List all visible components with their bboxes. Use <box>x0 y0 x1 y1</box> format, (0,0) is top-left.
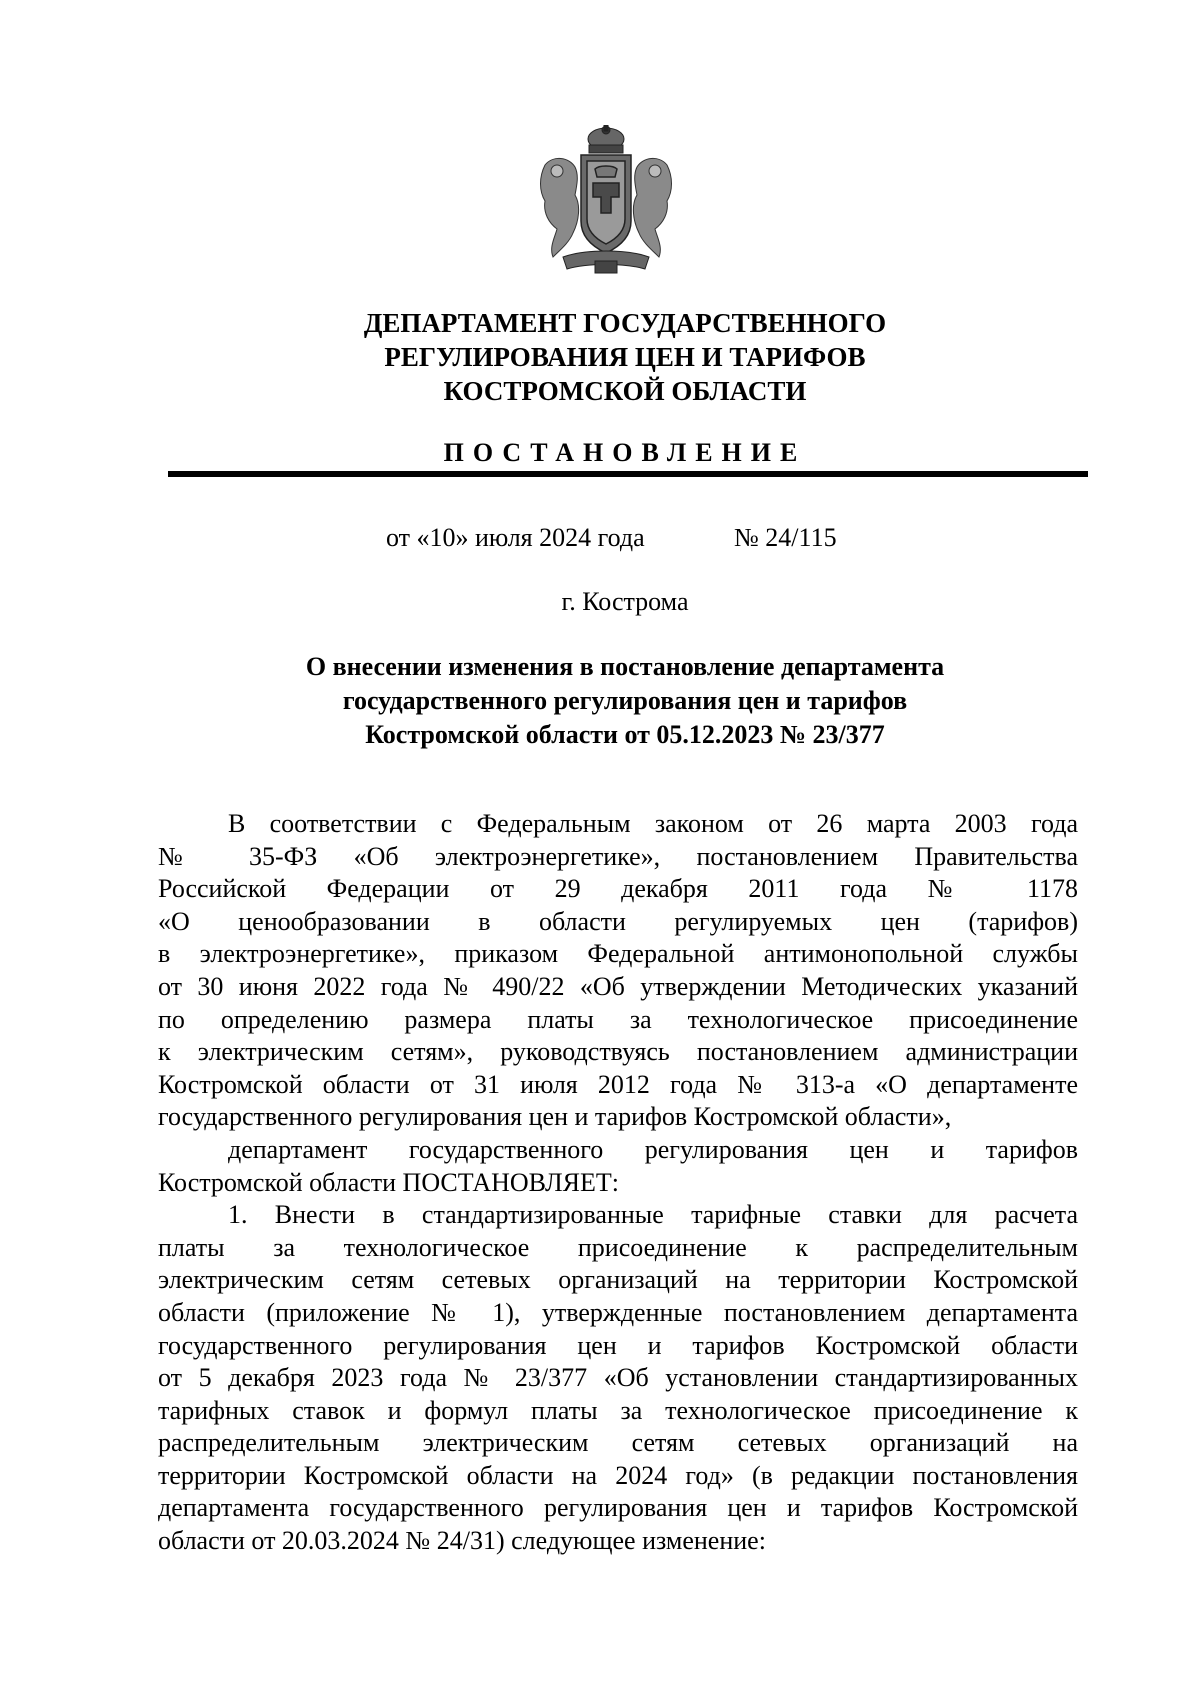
text-line: области от 20.03.2024 № 24/31) следующее изменение: <box>158 1526 766 1556</box>
text-line: Российской Федерации от 29 декабря 2011 года № 1178 <box>158 874 1078 904</box>
text-line: государственного регулирования цен и тарифов Костромской области <box>158 1330 1078 1360</box>
text-line: по определению размера платы за технологическое присоединение <box>158 1004 1078 1034</box>
header-line: КОСТРОМСКОЙ ОБЛАСТИ <box>443 376 807 406</box>
text-line: «О ценообразовании в области регулируемых цен (тарифов) <box>158 906 1078 936</box>
title-line: государственного регулирования цен и тарифов <box>342 686 908 715</box>
text-line: Костромской области от 31 июля 2012 года № 313-а «О департаменте <box>158 1069 1078 1099</box>
text-line: В соответствии с Федеральным законом от 26 марта 2003 года <box>228 809 1078 838</box>
header-divider <box>168 471 1088 477</box>
text-line: распределительным электрическим сетям сетевых организаций на <box>158 1428 1078 1458</box>
document-type: ПОСТАНОВЛЕНИЕ <box>443 438 807 467</box>
text-line: области (приложение № 1), утвержденные постановлением департамента <box>158 1297 1078 1327</box>
text-line: департамента государственного регулирования цен и тарифов Костромской <box>158 1493 1078 1523</box>
text-line: от 30 июня 2022 года № 490/22 «Об утверждении Методических указаний <box>158 971 1078 1001</box>
text-line: тарифных ставок и формул платы за технологическое присоединение к <box>158 1395 1078 1425</box>
header-line: ДЕПАРТАМЕНТ ГОСУДАРСТВЕННОГО <box>363 308 887 338</box>
text-line: от 5 декабря 2023 года № 23/377 «Об установлении стандартизированных <box>158 1363 1078 1393</box>
document-number: № 24/115 <box>734 523 837 552</box>
text-line: департамент государственного регулирования цен и тарифов <box>228 1134 1078 1164</box>
document-body <box>158 808 1078 1558</box>
header-line: РЕГУЛИРОВАНИЯ ЦЕН И ТАРИФОВ <box>384 342 866 372</box>
text-line: Костромской области ПОСТАНОВЛЯЕТ: <box>158 1167 619 1197</box>
department-header <box>160 306 1090 408</box>
text-line: 1. Внести в стандартизированные тарифные ставки для расчета <box>228 1200 1078 1230</box>
paragraph-item-1 <box>158 1199 1078 1558</box>
document-date: от «10» июля 2024 года <box>386 523 645 552</box>
text-line: платы за технологическое присоединение к распределительным <box>158 1232 1078 1262</box>
paragraph-preamble <box>158 808 1078 1134</box>
kostroma-coat-of-arms-icon <box>535 125 677 275</box>
text-line: государственного регулирования цен и тарифов Костромской области», <box>158 1102 952 1132</box>
text-line: к электрическим сетям», руководствуясь постановлением администрации <box>158 1037 1078 1067</box>
document-title <box>200 650 1050 752</box>
title-line: О внесении изменения в постановление департамента <box>305 652 945 681</box>
text-line: электрическим сетям сетевых организаций на территории Костромской <box>158 1265 1078 1295</box>
text-line: в электроэнергетике», приказом Федеральной антимонопольной службы <box>158 939 1078 969</box>
text-line: № 35-ФЗ «Об электроэнергетике», постановлением Правительства <box>158 841 1078 871</box>
text-line: территории Костромской области на 2024 год» (в редакции постановления <box>158 1460 1078 1490</box>
document-city: г. Кострома <box>561 587 689 616</box>
paragraph-resolves <box>158 1134 1078 1199</box>
title-line: Костромской области от 05.12.2023 № 23/377 <box>365 720 885 749</box>
